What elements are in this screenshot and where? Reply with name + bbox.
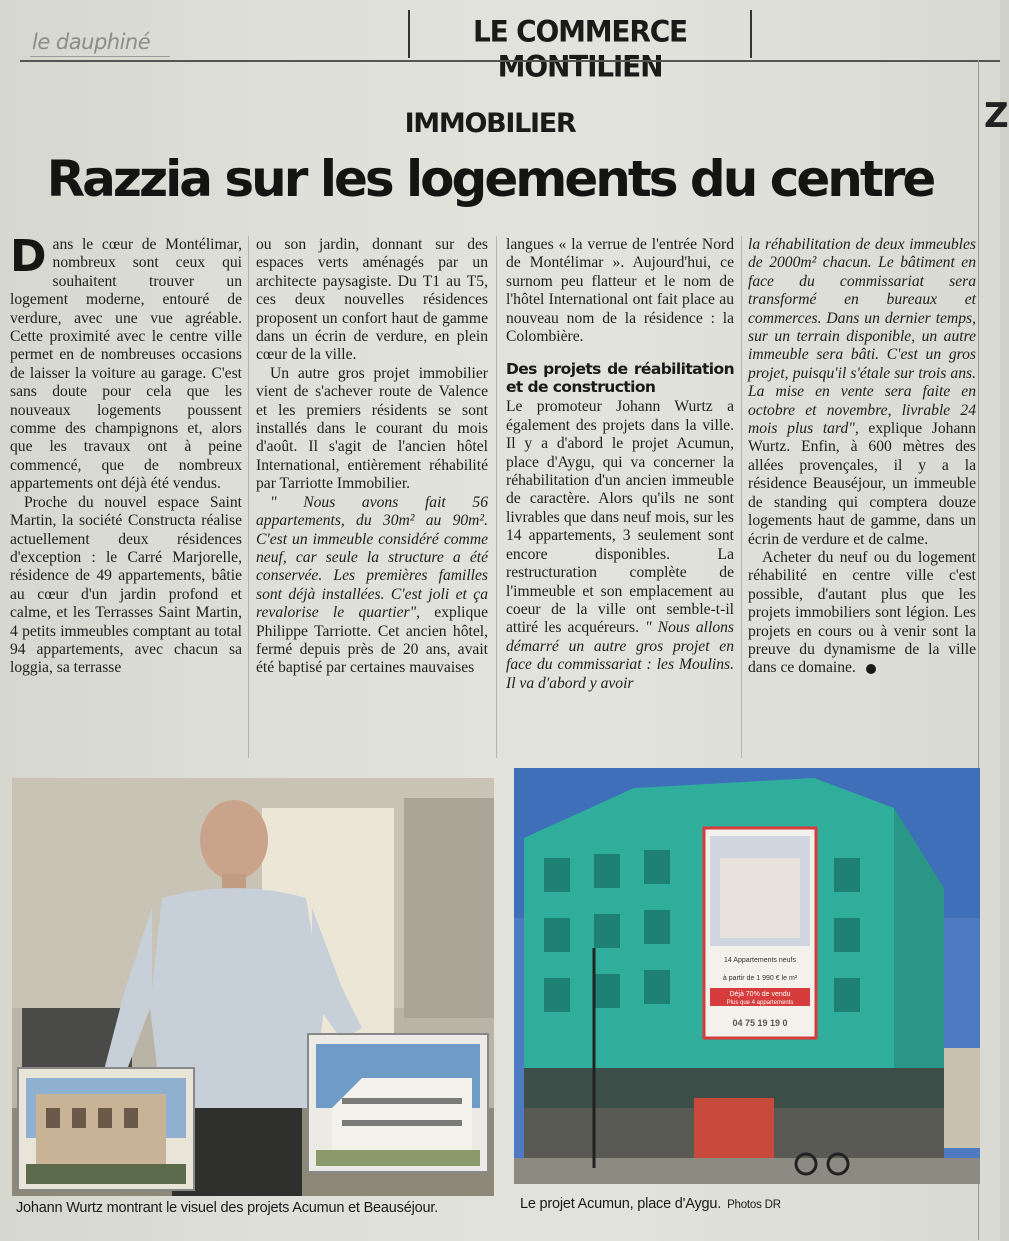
article-column-3: [506, 236, 734, 693]
paragraph: [10, 231, 242, 494]
photo-credit: Photos DR: [727, 1199, 781, 1211]
banner-line-4: Plus que 4 appartements: [726, 1000, 794, 1006]
photo-2-caption-text: Le projet Acumun, place d'Aygu.: [520, 1196, 722, 1212]
paragraph: Un autre gros projet immobilier vient de s'achever route de Valence et les premiers résidents se sont installés dans le courant du mois d'août. Il s'agit de l'ancien hôtel International, entièrement réhabilité par Tarriotte Immobilier.: [256, 364, 488, 493]
banner-line-2: à partir de 1 990 € le m²: [722, 975, 798, 982]
article-headline: Razzia sur les logements du centre: [46, 150, 934, 208]
end-of-article-mark: [866, 664, 876, 674]
article-column-1: [10, 231, 242, 678]
drop-cap: D: [10, 231, 47, 282]
article-column-4: [748, 236, 976, 678]
logo-underline: [30, 56, 170, 57]
paragraph-text: Le promoteur Johann Wurtz a également des projets dans la ville. Il y a d'abord le projet Acumun, place d'Aygu, qui va concerner la réhabilitation d'un ancien immeuble de caractère. Alors qu'ils ne sont livrables que dans neuf mois, sur les 14 appartements, 3 seulement sont encore disponibles. La restructuration complète de l'immeuble et son emplacement au coeur de la ville ont semble-t-il attiré les acquéreurs.: [506, 398, 734, 637]
quote-text: " Nous avons fait 56 appartements, du 30m² au 90m². C'est un immeuble considéré comme neuf, car seule la structure a été conservée. Les premières familles sont déjà installées. C'est joli et ça revalorise le quartier",: [256, 493, 488, 622]
paragraph: Proche du nouvel espace Saint Martin, la société Constructa réalise actuellement deux résidences d'exception : le Carré Marjorelle, résidence de 49 appartements, bâtie au cœur d'un jardin profond et calme, et les Terrasses Saint Martin, 4 petits immeubles comptant au total 94 appartements, avec chacun sa loggia, sa terrasse: [10, 493, 242, 677]
section-title: LE COMMERCE MONTILIEN: [473, 14, 687, 84]
paragraph: [506, 398, 734, 693]
article-kicker: IMMOBILIER: [404, 108, 576, 139]
banner-line-1: 14 Appartements neufs: [724, 957, 796, 964]
header-rule: [20, 60, 1000, 62]
paragraph: [256, 494, 488, 678]
article-subheading: Des projets de réabilitation et de construction: [506, 360, 734, 397]
paragraph-text: explique Johann Wurtz. Enfin, à 600 mètres des allées provençales, il y a la résidence Beauséjour, un immeuble de standing qui comptera douze logements haut de gamme, dans un écrin de verdure et de calme.: [748, 420, 976, 548]
photo-johann-wurtz: [12, 778, 494, 1196]
paragraph-text: explique Philippe Tarriotte. Cet ancien hôtel, fermé depuis près de 20 ans, avait été baptisé par certaines mauvaises: [256, 604, 489, 677]
column-separator: [248, 236, 249, 758]
quote-text: " Nous allons démarré un autre gros projet en face du commissariat : les Moulins. Il va d'abord y avoir: [506, 619, 734, 692]
newspaper-logo: le dauphiné: [32, 30, 151, 54]
adjacent-page-letter: Z: [984, 96, 1009, 136]
banner-line-3: Déjà 70% de vendu: [729, 991, 791, 998]
column-separator: [741, 236, 742, 758]
paragraph-text: Acheter du neuf ou du logement réhabilité en centre ville c'est possible, d'autant plus que les projets immobiliers sont légion. Les projets en cours ou à venir sont la preuve du dynamisme de la ville dans ce domaine.: [748, 548, 976, 677]
photo-2-caption: [520, 1196, 781, 1212]
paragraph: [748, 236, 976, 549]
column-separator: [496, 236, 497, 758]
paragraph: langues « la verrue de l'entrée Nord de Montélimar ». Aujourd'hui, ce surnom peu flatteur et le nom de l'hôtel International ont fait place au nouveau nom de la résidence : la Colombière.: [506, 236, 734, 346]
masthead: [0, 0, 1000, 84]
paragraph: [748, 549, 976, 678]
banner-phone: 04 75 19 19 0: [732, 1018, 788, 1028]
paragraph-text: ans le cœur de Montélimar, nombreux sont ceux qui souhaitent trouver un logement moderne, entouré de verdure, avec une vue agréable. Cette proximité avec le centre ville permet en de nombreuses occasions de laisser la voiture au garage. C'est sans doute pour cela que les nouveaux logements poussent comme des champignons et, alors que les travaux ont à peine commencé, que de nombreux appartements ont déjà été vendus.: [10, 236, 242, 493]
quote-text: la réhabilitation de deux immeubles de 2000m² chacun. Le bâtiment en face du commissariat sera transformé en bureaux et commerces. Dans un dernier temps, sur un terrain disponible, un autre immeuble sera bâti. C'est un gros projet, puisqu'il s'étale sur trois ans. La mise en vente sera faite en octobre et novembre, livrable 24 mois plus tard",: [748, 236, 976, 438]
article-column-2: [256, 236, 488, 678]
photo-acumun-building: [514, 768, 980, 1184]
paragraph: ou son jardin, donnant sur des espaces verts aménagés par un architecte paysagiste. Du T1 au T5, ces deux nouvelles résidences proposent un confort haut de gamme dans un écrin de verdure, en plein cœur de la ville.: [256, 236, 488, 364]
section-header: [408, 10, 752, 84]
photo-1-caption: Johann Wurtz montrant le visuel des projets Acumun et Beauséjour.: [16, 1200, 438, 1216]
